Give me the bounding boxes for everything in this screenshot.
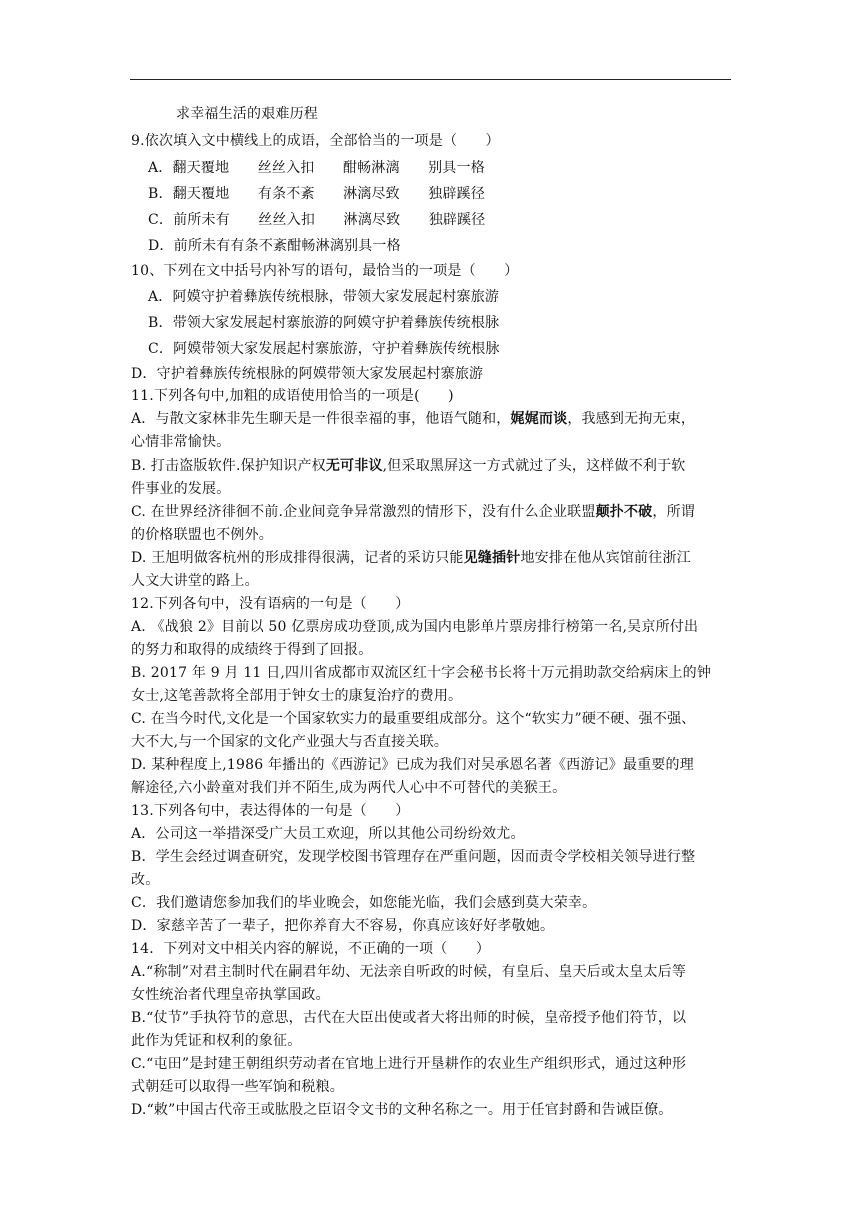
q11-d-text-end: 地安排在他从宾馆前往浙江 bbox=[520, 550, 691, 566]
q12-stem: 12.下列各句中，没有语病的一句是（ ） bbox=[131, 596, 410, 612]
q11-b-text: B. 打击盗版软件.保护知识产权 bbox=[131, 458, 326, 474]
q9-option-a: A．翻天覆地 丝丝入扣 酣畅淋漓 别具一格 bbox=[148, 160, 485, 176]
q11-option-a-cont: 心情非常愉快。 bbox=[131, 434, 231, 450]
q14-option-c: C.“屯田”是封建王朝组织劳动者在官地上进行开垦耕作的农业生产组织形式，通过这种形 bbox=[131, 1056, 687, 1072]
q9-option-c: C．前所未有 丝丝入扣 淋漓尽致 独辟蹊径 bbox=[148, 212, 486, 228]
q10-option-d: D．守护着彝族传统根脉的阿嫫带领大家发展起村寨旅游 bbox=[131, 366, 484, 382]
q14-option-c-cont: 式朝廷可以取得一些军饷和税粮。 bbox=[131, 1079, 344, 1095]
q12-option-c: C. 在当今时代,文化是一个国家软实力的最重要组成部分。这个“软实力”硬不硬、强不强、 bbox=[131, 711, 696, 727]
q14-option-b-cont: 此作为凭证和权利的象征。 bbox=[131, 1033, 302, 1049]
q11-c-idiom: 颠扑不破 bbox=[595, 504, 653, 520]
q14-option-a: A.“称制”对君主制时代在嗣君年幼、无法亲自听政的时候，有皇后、皇天后或太皇太后等 bbox=[131, 964, 687, 980]
q13-option-d: D．家慈辛苦了一辈子，把你养育大不容易，你真应该好好孝敬她。 bbox=[131, 918, 555, 934]
q11-option-a bbox=[131, 409, 695, 429]
q11-option-d bbox=[131, 548, 691, 568]
header-rule bbox=[130, 79, 731, 80]
q9-option-d: D．前所未有有条不紊酣畅淋漓别具一格 bbox=[148, 238, 401, 254]
q11-option-b-cont: 件事业的发展。 bbox=[131, 481, 231, 497]
passage-continuation: 求幸福生活的艰难历程 bbox=[176, 106, 318, 122]
q12-option-d: D. 某种程度上,1986 年播出的《西游记》已成为我们对吴承恩名著《西游记》最重要的理 bbox=[131, 757, 694, 773]
q11-a-idiom: 娓娓而谈 bbox=[510, 411, 568, 427]
q12-option-a: A. 《战狼 2》目前以 50 亿票房成功登顶,成为国内电影单片票房排行榜第一名,吴京所付出 bbox=[131, 619, 699, 635]
q11-b-idiom: 无可非议 bbox=[325, 458, 383, 474]
q11-a-text: A．与散文家林非先生聊天是一件很幸福的事，他语气随和， bbox=[131, 411, 511, 427]
q9-stem: 9.依次填入文中横线上的成语，全部恰当的一项是（ ） bbox=[131, 133, 500, 149]
q9-option-b: B．翻天覆地 有条不紊 淋漓尽致 独辟蹊径 bbox=[148, 186, 486, 202]
q10-option-b: B．带领大家发展起村寨旅游的阿嫫守护着彝族传统根脉 bbox=[148, 315, 500, 331]
q11-c-text: C. 在世界经济徘徊不前.企业间竞争异常激烈的情形下，没有什么企业联盟 bbox=[131, 504, 596, 520]
q10-stem: 10、下列在文中括号内补写的语句，最恰当的一项是（ ） bbox=[131, 263, 519, 279]
q14-option-d: D.“敕”中国古代帝王或肱股之臣诏令文书的文种名称之一。用于任官封爵和告诫臣僚。 bbox=[131, 1102, 673, 1118]
q13-option-a: A．公司这一举措深受广大员工欢迎，所以其他公司纷纷效尤。 bbox=[131, 826, 525, 842]
q13-option-b: B．学生会经过调查研究，发现学校图书管理存在严重问题，因而责令学校相关领导进行整 bbox=[131, 849, 696, 865]
q11-b-text-end: ,但采取黑屏这一方式就过了头，这样做不利于软 bbox=[382, 458, 686, 474]
q14-option-a-cont: 女性统治者代理皇帝执掌国政。 bbox=[131, 987, 330, 1003]
q12-option-c-cont: 大不大,与一个国家的文化产业强大与否直接关联。 bbox=[131, 734, 449, 750]
q14-stem: 14．下列对文中相关内容的解说，不正确的一项（ ） bbox=[131, 941, 491, 957]
q11-c-text-end: ，所谓 bbox=[652, 504, 695, 520]
q10-option-a: A．阿嫫守护着彝族传统根脉，带领大家发展起村寨旅游 bbox=[148, 289, 500, 305]
q11-d-idiom: 见缝插针 bbox=[463, 550, 521, 566]
q13-option-b-cont: 改。 bbox=[131, 872, 160, 888]
q11-stem: 11.下列各句中,加粗的成语使用恰当的一项是( ) bbox=[131, 388, 454, 404]
q12-option-a-cont: 的努力和取得的成绩终于得到了回报。 bbox=[131, 642, 373, 658]
q11-d-text: D. 王旭明做客杭州的形成排得很满，记者的采访只能 bbox=[131, 550, 464, 566]
q12-option-d-cont: 解途径,六小龄童对我们并不陌生,成为两代人心中不可替代的美猴王。 bbox=[131, 780, 567, 796]
q11-option-d-cont: 人文大讲堂的路上。 bbox=[131, 573, 259, 589]
q11-option-c bbox=[131, 502, 695, 522]
q13-stem: 13.下列各句中，表达得体的一句是（ ） bbox=[131, 803, 410, 819]
q11-option-c-cont: 的价格联盟也不例外。 bbox=[131, 527, 273, 543]
q10-option-c: C．阿嫫带领大家发展起村寨旅游，守护着彝族传统根脉 bbox=[148, 341, 500, 357]
q11-option-b bbox=[131, 456, 686, 476]
q13-option-c: C．我们邀请您参加我们的毕业晚会，如您能光临，我们会感到莫大荣幸。 bbox=[131, 895, 597, 911]
q11-a-text-end: ，我感到无拘无束， bbox=[567, 411, 696, 427]
q12-option-b: B. 2017 年 9 月 11 日,四川省成都市双流区红十字会秘书长将十万元捐助款交给病床上的钟 bbox=[131, 665, 712, 681]
q12-option-b-cont: 女士,这笔善款将全部用于钟女士的康复治疗的费用。 bbox=[131, 688, 463, 704]
q14-option-b: B.“仗节”手执符节的意思，古代在大臣出使或者大将出师的时候，皇帝授予他们符节，以 bbox=[131, 1010, 687, 1026]
